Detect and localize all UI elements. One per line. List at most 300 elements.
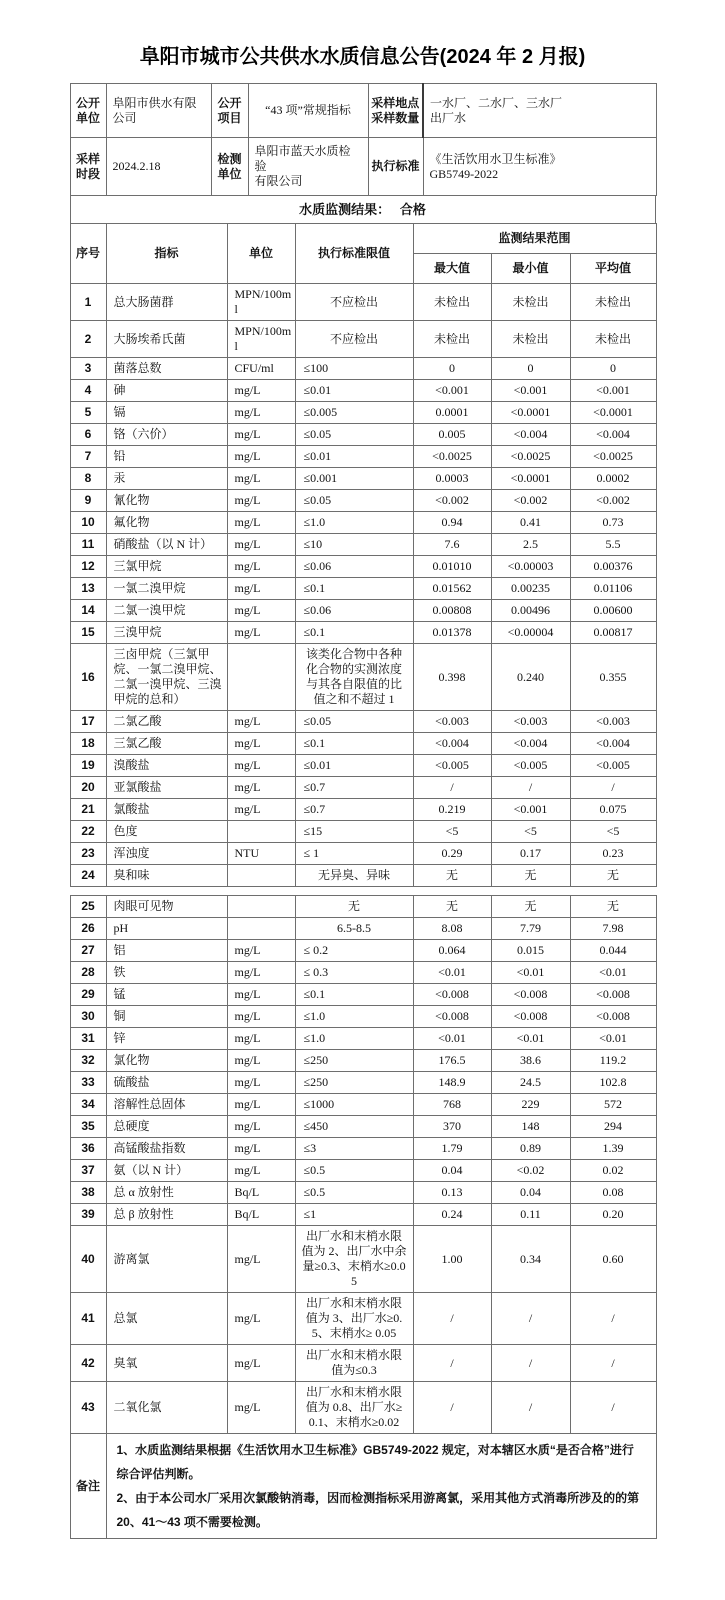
cell-unit: mg/L bbox=[227, 512, 295, 534]
publish-unit-value: 阜阳市供水有限公司 bbox=[106, 84, 211, 138]
cell-seq: 43 bbox=[70, 1382, 106, 1434]
cell-min: <0.005 bbox=[491, 755, 570, 777]
cell-avg: 7.98 bbox=[570, 918, 656, 940]
publish-item-value: “43 项”常规指标 bbox=[248, 84, 368, 138]
cell-unit bbox=[227, 821, 295, 843]
cell-indicator: 铬（六价） bbox=[106, 424, 227, 446]
cell-indicator: 铅 bbox=[106, 446, 227, 468]
cell-indicator: 总氯 bbox=[106, 1293, 227, 1345]
table-row bbox=[70, 1293, 656, 1345]
cell-unit: mg/L bbox=[227, 1094, 295, 1116]
cell-unit: MPN/100ml bbox=[227, 284, 295, 321]
cell-indicator: 氰化物 bbox=[106, 490, 227, 512]
cell-indicator: 铜 bbox=[106, 1006, 227, 1028]
cell-unit: mg/L bbox=[227, 1345, 295, 1382]
cell-seq: 31 bbox=[70, 1028, 106, 1050]
table-row bbox=[70, 1072, 656, 1094]
cell-max: <0.005 bbox=[413, 755, 491, 777]
cell-unit: mg/L bbox=[227, 622, 295, 644]
cell-min: <0.004 bbox=[491, 424, 570, 446]
col-header-limit: 执行标准限值 bbox=[295, 224, 413, 284]
page-title: 阜阳市城市公共供水水质信息公告(2024 年 2 月报) bbox=[139, 46, 586, 68]
cell-min: 148 bbox=[491, 1116, 570, 1138]
table-row bbox=[70, 380, 656, 402]
cell-min: 0.015 bbox=[491, 940, 570, 962]
cell-avg: <0.003 bbox=[570, 711, 656, 733]
cell-max: 0.0003 bbox=[413, 468, 491, 490]
cell-seq: 20 bbox=[70, 777, 106, 799]
cell-avg: <0.0025 bbox=[570, 446, 656, 468]
col-header-max: 最大值 bbox=[413, 254, 491, 284]
cell-unit: mg/L bbox=[227, 1116, 295, 1138]
cell-unit: mg/L bbox=[227, 755, 295, 777]
cell-max: 0.0001 bbox=[413, 402, 491, 424]
col-header-avg: 平均值 bbox=[570, 254, 656, 284]
cell-min: 无 bbox=[491, 896, 570, 918]
cell-indicator: 锌 bbox=[106, 1028, 227, 1050]
cell-avg: 5.5 bbox=[570, 534, 656, 556]
table-row bbox=[70, 1094, 656, 1116]
cell-unit: mg/L bbox=[227, 1160, 295, 1182]
cell-avg: 0.08 bbox=[570, 1182, 656, 1204]
cell-min: <0.008 bbox=[491, 984, 570, 1006]
table-row bbox=[70, 777, 656, 799]
cell-seq: 28 bbox=[70, 962, 106, 984]
remark-note-1: 1、水质监测结果根据《生活饮用水卫生标准》GB5749-2022 规定，对本辖区水质“是否合格”进行综合评估判断。 bbox=[116, 1443, 634, 1481]
cell-limit: ≤0.01 bbox=[295, 755, 413, 777]
cell-seq: 4 bbox=[70, 380, 106, 402]
table-row bbox=[70, 424, 656, 446]
cell-limit: ≤0.5 bbox=[295, 1182, 413, 1204]
cell-unit bbox=[227, 865, 295, 887]
cell-avg: 0.00817 bbox=[570, 622, 656, 644]
cell-indicator: 铝 bbox=[106, 940, 227, 962]
cell-max: 无 bbox=[413, 865, 491, 887]
cell-min: <0.001 bbox=[491, 799, 570, 821]
test-unit-value bbox=[248, 138, 368, 196]
cell-max: 0.01378 bbox=[413, 622, 491, 644]
table-row bbox=[70, 843, 656, 865]
cell-seq: 2 bbox=[70, 321, 106, 358]
table-row bbox=[70, 799, 656, 821]
table-row bbox=[70, 321, 656, 358]
cell-min: <0.004 bbox=[491, 733, 570, 755]
cell-max: 0.064 bbox=[413, 940, 491, 962]
table-row bbox=[70, 1138, 656, 1160]
cell-max: 未检出 bbox=[413, 321, 491, 358]
cell-min: 0.04 bbox=[491, 1182, 570, 1204]
cell-max: 8.08 bbox=[413, 918, 491, 940]
result-banner-label: 水质监测结果： bbox=[299, 202, 391, 217]
cell-indicator: 总硬度 bbox=[106, 1116, 227, 1138]
cell-avg: 0.02 bbox=[570, 1160, 656, 1182]
cell-unit: mg/L bbox=[227, 600, 295, 622]
sample-count-label-line2: 采样数量 bbox=[371, 110, 420, 125]
table-row bbox=[70, 622, 656, 644]
remark-label: 备注 bbox=[70, 1434, 106, 1539]
cell-min: 未检出 bbox=[491, 321, 570, 358]
cell-unit: mg/L bbox=[227, 468, 295, 490]
cell-indicator: 硫酸盐 bbox=[106, 1072, 227, 1094]
cell-limit: ≤0.05 bbox=[295, 490, 413, 512]
cell-limit: 该类化合物中各种化合物的实测浓度与其各自限值的比值之和不超过 1 bbox=[295, 644, 413, 711]
cell-avg: <0.008 bbox=[570, 1006, 656, 1028]
table-row bbox=[70, 940, 656, 962]
cell-avg: 未检出 bbox=[570, 321, 656, 358]
cell-limit: ≤ 1 bbox=[295, 843, 413, 865]
cell-seq: 11 bbox=[70, 534, 106, 556]
cell-limit: ≤1 bbox=[295, 1204, 413, 1226]
cell-unit: mg/L bbox=[227, 1138, 295, 1160]
cell-min: 0.00496 bbox=[491, 600, 570, 622]
cell-limit: ≤1.0 bbox=[295, 512, 413, 534]
cell-max: <0.004 bbox=[413, 733, 491, 755]
cell-seq: 8 bbox=[70, 468, 106, 490]
table-row bbox=[70, 1050, 656, 1072]
cell-limit: ≤0.005 bbox=[295, 402, 413, 424]
cell-unit: mg/L bbox=[227, 424, 295, 446]
cell-avg: / bbox=[570, 777, 656, 799]
cell-min: 0 bbox=[491, 358, 570, 380]
cell-avg: 无 bbox=[570, 896, 656, 918]
table-row bbox=[70, 534, 656, 556]
table-row bbox=[70, 468, 656, 490]
cell-indicator: 二氯一溴甲烷 bbox=[106, 600, 227, 622]
cell-max: / bbox=[413, 1382, 491, 1434]
cell-seq: 9 bbox=[70, 490, 106, 512]
cell-avg: 0.23 bbox=[570, 843, 656, 865]
cell-max: <0.008 bbox=[413, 984, 491, 1006]
cell-seq: 26 bbox=[70, 918, 106, 940]
cell-max: <0.01 bbox=[413, 1028, 491, 1050]
cell-avg: 0.01106 bbox=[570, 578, 656, 600]
cell-avg: 294 bbox=[570, 1116, 656, 1138]
cell-unit: mg/L bbox=[227, 1226, 295, 1293]
cell-unit: mg/L bbox=[227, 1382, 295, 1434]
cell-avg: <0.0001 bbox=[570, 402, 656, 424]
cell-unit: mg/L bbox=[227, 984, 295, 1006]
cell-seq: 6 bbox=[70, 424, 106, 446]
cell-unit: mg/L bbox=[227, 402, 295, 424]
table-row bbox=[70, 984, 656, 1006]
cell-max: 1.00 bbox=[413, 1226, 491, 1293]
col-header-range: 监测结果范围 bbox=[413, 224, 656, 254]
table-row bbox=[70, 1345, 656, 1382]
cell-limit: ≤0.1 bbox=[295, 578, 413, 600]
cell-min: <0.01 bbox=[491, 1028, 570, 1050]
cell-max: / bbox=[413, 1293, 491, 1345]
cell-max: <0.001 bbox=[413, 380, 491, 402]
info-table bbox=[70, 83, 657, 196]
cell-avg: <0.004 bbox=[570, 733, 656, 755]
table-row bbox=[70, 711, 656, 733]
cell-unit: mg/L bbox=[227, 556, 295, 578]
cell-limit: 出厂水和末梢水限值为≤0.3 bbox=[295, 1345, 413, 1382]
cell-max: 0.00808 bbox=[413, 600, 491, 622]
cell-limit: ≤0.5 bbox=[295, 1160, 413, 1182]
cell-seq: 30 bbox=[70, 1006, 106, 1028]
publish-item-label: 公开项目 bbox=[211, 84, 248, 138]
sample-site-label bbox=[368, 84, 423, 138]
cell-min: / bbox=[491, 777, 570, 799]
cell-min: <0.00003 bbox=[491, 556, 570, 578]
cell-max: 0.13 bbox=[413, 1182, 491, 1204]
col-header-seq: 序号 bbox=[70, 224, 106, 284]
cell-indicator: 三氯甲烷 bbox=[106, 556, 227, 578]
cell-indicator: 总 α 放射性 bbox=[106, 1182, 227, 1204]
table-row bbox=[70, 755, 656, 777]
cell-seq: 16 bbox=[70, 644, 106, 711]
cell-avg: <0.001 bbox=[570, 380, 656, 402]
test-unit-label: 检测单位 bbox=[211, 138, 248, 196]
cell-limit: ≤15 bbox=[295, 821, 413, 843]
cell-avg: <5 bbox=[570, 821, 656, 843]
cell-limit: ≤0.001 bbox=[295, 468, 413, 490]
standard-value-line1: 《生活饮用水卫生标准》 bbox=[429, 151, 562, 166]
cell-indicator: 三氯乙酸 bbox=[106, 733, 227, 755]
cell-min: <5 bbox=[491, 821, 570, 843]
cell-min: <0.0001 bbox=[491, 402, 570, 424]
cell-indicator: 砷 bbox=[106, 380, 227, 402]
cell-max: <0.01 bbox=[413, 962, 491, 984]
cell-limit: ≤1000 bbox=[295, 1094, 413, 1116]
cell-min: 7.79 bbox=[491, 918, 570, 940]
info-row-2 bbox=[70, 138, 656, 196]
cell-indicator: 高锰酸盐指数 bbox=[106, 1138, 227, 1160]
cell-max: 1.79 bbox=[413, 1138, 491, 1160]
cell-avg: 0.73 bbox=[570, 512, 656, 534]
cell-min: 229 bbox=[491, 1094, 570, 1116]
cell-indicator: 溴酸盐 bbox=[106, 755, 227, 777]
cell-indicator: 臭和味 bbox=[106, 865, 227, 887]
cell-indicator: 三溴甲烷 bbox=[106, 622, 227, 644]
cell-avg: 无 bbox=[570, 865, 656, 887]
cell-seq: 12 bbox=[70, 556, 106, 578]
sample-site-value-line2: 出厂水 bbox=[430, 110, 467, 125]
cell-avg: / bbox=[570, 1345, 656, 1382]
document-page bbox=[70, 0, 656, 1539]
cell-max: <0.002 bbox=[413, 490, 491, 512]
cell-indicator: pH bbox=[106, 918, 227, 940]
header-row-1 bbox=[70, 224, 656, 254]
cell-avg: <0.002 bbox=[570, 490, 656, 512]
cell-avg: 0.0002 bbox=[570, 468, 656, 490]
cell-indicator: 铁 bbox=[106, 962, 227, 984]
table-row bbox=[70, 446, 656, 468]
table-row bbox=[70, 402, 656, 424]
cell-indicator: 三卤甲烷（三氯甲烷、一氯二溴甲烷、二氯一溴甲烷、三溴甲烷的总和） bbox=[106, 644, 227, 711]
cell-max: 0.94 bbox=[413, 512, 491, 534]
cell-avg: 102.8 bbox=[570, 1072, 656, 1094]
cell-max: 768 bbox=[413, 1094, 491, 1116]
cell-limit: 不应检出 bbox=[295, 284, 413, 321]
cell-unit: mg/L bbox=[227, 1028, 295, 1050]
cell-seq: 13 bbox=[70, 578, 106, 600]
table-row bbox=[70, 284, 656, 321]
cell-indicator: 锰 bbox=[106, 984, 227, 1006]
cell-limit: ≤100 bbox=[295, 358, 413, 380]
cell-min: 0.240 bbox=[491, 644, 570, 711]
cell-avg: 0.044 bbox=[570, 940, 656, 962]
sample-site-value-line1: 一水厂、二水厂、三水厂 bbox=[430, 95, 563, 110]
cell-seq: 21 bbox=[70, 799, 106, 821]
table-row bbox=[70, 1028, 656, 1050]
cell-unit: Bq/L bbox=[227, 1182, 295, 1204]
cell-limit: 出厂水和末梢水限值为 2、出厂水中余量≥0.3、末梢水≥0.05 bbox=[295, 1226, 413, 1293]
cell-seq: 7 bbox=[70, 446, 106, 468]
cell-min: 0.41 bbox=[491, 512, 570, 534]
cell-limit: ≤0.01 bbox=[295, 446, 413, 468]
test-unit-value-line1: 阜阳市蓝天水质检验 bbox=[254, 144, 351, 173]
cell-min: 0.11 bbox=[491, 1204, 570, 1226]
table-row bbox=[70, 556, 656, 578]
sample-site-label-line1: 采样地点 bbox=[371, 95, 420, 110]
table-row bbox=[70, 1006, 656, 1028]
cell-unit: Bq/L bbox=[227, 1204, 295, 1226]
cell-max: 0.398 bbox=[413, 644, 491, 711]
table-row bbox=[70, 1226, 656, 1293]
cell-avg: 未检出 bbox=[570, 284, 656, 321]
cell-max: 0 bbox=[413, 358, 491, 380]
main-table-part1 bbox=[70, 223, 657, 887]
cell-unit bbox=[227, 644, 295, 711]
cell-seq: 27 bbox=[70, 940, 106, 962]
cell-min: / bbox=[491, 1345, 570, 1382]
cell-min: 2.5 bbox=[491, 534, 570, 556]
cell-max: <0.0025 bbox=[413, 446, 491, 468]
cell-max: 0.01562 bbox=[413, 578, 491, 600]
cell-unit: mg/L bbox=[227, 1006, 295, 1028]
cell-avg: 1.39 bbox=[570, 1138, 656, 1160]
cell-limit: 出厂水和末梢水限值为 0.8、出厂水≥0.1、末梢水≥0.02 bbox=[295, 1382, 413, 1434]
col-header-indicator: 指标 bbox=[106, 224, 227, 284]
cell-avg: 0 bbox=[570, 358, 656, 380]
cell-avg: 0.075 bbox=[570, 799, 656, 821]
sample-site-value bbox=[423, 84, 656, 138]
cell-avg: 0.60 bbox=[570, 1226, 656, 1293]
cell-avg: 572 bbox=[570, 1094, 656, 1116]
cell-max: 0.219 bbox=[413, 799, 491, 821]
cell-indicator: 溶解性总固体 bbox=[106, 1094, 227, 1116]
cell-indicator: 二氧化氯 bbox=[106, 1382, 227, 1434]
cell-min: / bbox=[491, 1382, 570, 1434]
standard-value-line2: GB5749-2022 bbox=[429, 166, 499, 181]
cell-seq: 5 bbox=[70, 402, 106, 424]
cell-min: <0.00004 bbox=[491, 622, 570, 644]
cell-avg: <0.005 bbox=[570, 755, 656, 777]
cell-avg: 119.2 bbox=[570, 1050, 656, 1072]
cell-unit: mg/L bbox=[227, 490, 295, 512]
cell-min: 0.00235 bbox=[491, 578, 570, 600]
cell-max: <0.003 bbox=[413, 711, 491, 733]
cell-min: / bbox=[491, 1293, 570, 1345]
cell-indicator: 镉 bbox=[106, 402, 227, 424]
cell-limit: ≤250 bbox=[295, 1072, 413, 1094]
cell-indicator: 色度 bbox=[106, 821, 227, 843]
cell-seq: 39 bbox=[70, 1204, 106, 1226]
cell-seq: 24 bbox=[70, 865, 106, 887]
publish-unit-label: 公开单位 bbox=[70, 84, 106, 138]
table-row bbox=[70, 865, 656, 887]
cell-indicator: 亚氯酸盐 bbox=[106, 777, 227, 799]
cell-unit: mg/L bbox=[227, 534, 295, 556]
sample-period-value: 2024.2.18 bbox=[106, 138, 211, 196]
cell-seq: 33 bbox=[70, 1072, 106, 1094]
cell-unit: mg/L bbox=[227, 962, 295, 984]
cell-limit: ≤0.06 bbox=[295, 556, 413, 578]
cell-seq: 36 bbox=[70, 1138, 106, 1160]
cell-indicator: 一氯二溴甲烷 bbox=[106, 578, 227, 600]
cell-max: 148.9 bbox=[413, 1072, 491, 1094]
cell-indicator: 浑浊度 bbox=[106, 843, 227, 865]
cell-limit: ≤0.7 bbox=[295, 777, 413, 799]
cell-seq: 25 bbox=[70, 896, 106, 918]
table-row bbox=[70, 1182, 656, 1204]
table-row bbox=[70, 358, 656, 380]
table-row bbox=[70, 578, 656, 600]
cell-limit: ≤250 bbox=[295, 1050, 413, 1072]
cell-max: 370 bbox=[413, 1116, 491, 1138]
cell-unit: mg/L bbox=[227, 711, 295, 733]
table-row bbox=[70, 1116, 656, 1138]
cell-unit: mg/L bbox=[227, 733, 295, 755]
cell-min: 未检出 bbox=[491, 284, 570, 321]
cell-limit: 不应检出 bbox=[295, 321, 413, 358]
cell-indicator: 游离氯 bbox=[106, 1226, 227, 1293]
cell-seq: 14 bbox=[70, 600, 106, 622]
cell-seq: 42 bbox=[70, 1345, 106, 1382]
cell-avg: <0.004 bbox=[570, 424, 656, 446]
main-table-part2 bbox=[70, 895, 657, 1539]
table-row bbox=[70, 733, 656, 755]
cell-indicator: 肉眼可见物 bbox=[106, 896, 227, 918]
cell-seq: 32 bbox=[70, 1050, 106, 1072]
cell-max: 176.5 bbox=[413, 1050, 491, 1072]
cell-indicator: 氨（以 N 计） bbox=[106, 1160, 227, 1182]
cell-limit: ≤ 0.2 bbox=[295, 940, 413, 962]
cell-limit: ≤450 bbox=[295, 1116, 413, 1138]
table-row bbox=[70, 918, 656, 940]
cell-seq: 17 bbox=[70, 711, 106, 733]
cell-unit: MPN/100ml bbox=[227, 321, 295, 358]
cell-limit: ≤3 bbox=[295, 1138, 413, 1160]
remark-note-2: 2、由于本公司水厂采用次氯酸钠消毒，因而检测指标采用游离氯，采用其他方式消毒所涉及的的第 20、41～43 项不需要检测。 bbox=[116, 1491, 640, 1529]
cell-limit: ≤0.05 bbox=[295, 711, 413, 733]
cell-indicator: 汞 bbox=[106, 468, 227, 490]
cell-max: 0.01010 bbox=[413, 556, 491, 578]
cell-seq: 35 bbox=[70, 1116, 106, 1138]
cell-min: <0.002 bbox=[491, 490, 570, 512]
cell-max: 0.24 bbox=[413, 1204, 491, 1226]
cell-min: 0.89 bbox=[491, 1138, 570, 1160]
test-unit-value-line2: 有限公司 bbox=[254, 174, 303, 188]
cell-unit: mg/L bbox=[227, 446, 295, 468]
cell-indicator: 二氯乙酸 bbox=[106, 711, 227, 733]
cell-seq: 23 bbox=[70, 843, 106, 865]
col-header-unit: 单位 bbox=[227, 224, 295, 284]
info-row-1 bbox=[70, 84, 656, 138]
cell-max: / bbox=[413, 777, 491, 799]
cell-seq: 37 bbox=[70, 1160, 106, 1182]
cell-seq: 40 bbox=[70, 1226, 106, 1293]
cell-seq: 15 bbox=[70, 622, 106, 644]
cell-limit: 无异臭、异味 bbox=[295, 865, 413, 887]
remark-body bbox=[106, 1434, 656, 1539]
cell-unit bbox=[227, 918, 295, 940]
cell-max: / bbox=[413, 1345, 491, 1382]
cell-avg: / bbox=[570, 1293, 656, 1345]
cell-indicator: 氯化物 bbox=[106, 1050, 227, 1072]
